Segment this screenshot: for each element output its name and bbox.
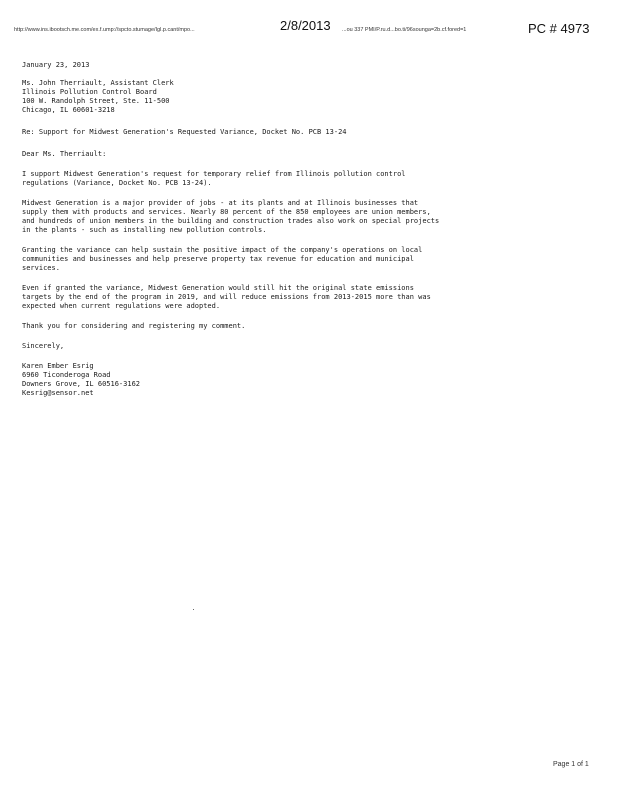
recipient-line: Chicago, IL 60601-3218 [22,106,115,114]
paragraph-line: Midwest Generation is a major provider of jobs - at its plants and at Illinois businesses that [22,199,419,207]
paragraph-line: and hundreds of union members in the building and construction trades also work on special projects [22,217,440,225]
paragraph-line: expected when current regulations were adopted. [22,302,221,310]
paragraph-line: targets by the end of the program in 2019, and will reduce emissions from 2013-2015 more than was [22,293,431,301]
paragraph-line: Even if granted the variance, Midwest Generation would still hit the original state emissions [22,284,414,292]
closing: Sincerely, [22,342,65,350]
signature-line: Downers Grove, IL 60516-3162 [22,380,141,388]
signature-block [22,362,140,398]
recipient-line: Illinois Pollution Control Board [22,88,157,96]
signature-line: Kesrig@sensor.net [22,389,94,397]
signature-line: Karen Ember Esrig [22,362,94,370]
recipient-line: Ms. John Therriault, Assistant Clerk [22,79,174,87]
signature-line: 6960 Ticonderoga Road [22,371,111,379]
pc-number: PC # 4973 [528,21,590,36]
paragraph-line: supply them with products and services. Nearly 80 percent of the 850 employees are union members, [22,208,431,216]
header-url-left: http://www.ins.ibootsch.me.com/ex.f.ump://spcto.stumage/Igl.p.cant/mpo... [14,27,195,33]
paragraph-line: I support Midwest Generation's request for temporary relief from Illinois pollution control [22,170,406,178]
paragraph-line: communities and businesses and help preserve property tax revenue for education and municipal [22,255,414,263]
letter-date: January 23, 2013 [22,61,90,69]
paragraph-5 [22,322,587,331]
paragraph-line: Thank you for considering and registering my comment. [22,322,246,330]
header-date: 2/8/2013 [280,18,331,33]
paragraph-2 [22,199,587,235]
paragraph-line: Granting the variance can help sustain the positive impact of the company's operations on local [22,246,423,254]
scan-speck [193,609,194,610]
header-url-right: ...ou 337 PMI/P.ru.d...bo.ti/96sounga=2b.cf.fored=1 [342,27,467,33]
paragraph-line: in the plants - such as installing new pollution controls. [22,226,267,234]
page-number: Page 1 of 1 [553,761,589,768]
paragraph-3 [22,246,587,273]
paragraph-4 [22,284,587,311]
paragraph-line: services. [22,264,60,272]
recipient-line: 100 W. Randolph Street, Ste. 11-500 [22,97,170,105]
paragraph-1 [22,170,587,188]
paragraph-line: regulations (Variance, Docket No. PCB 13-24). [22,179,212,187]
recipient-block [22,79,174,115]
salutation: Dear Ms. Therriault: [22,150,107,158]
subject-line: Re: Support for Midwest Generation's Requested Variance, Docket No. PCB 13-24 [22,128,347,136]
